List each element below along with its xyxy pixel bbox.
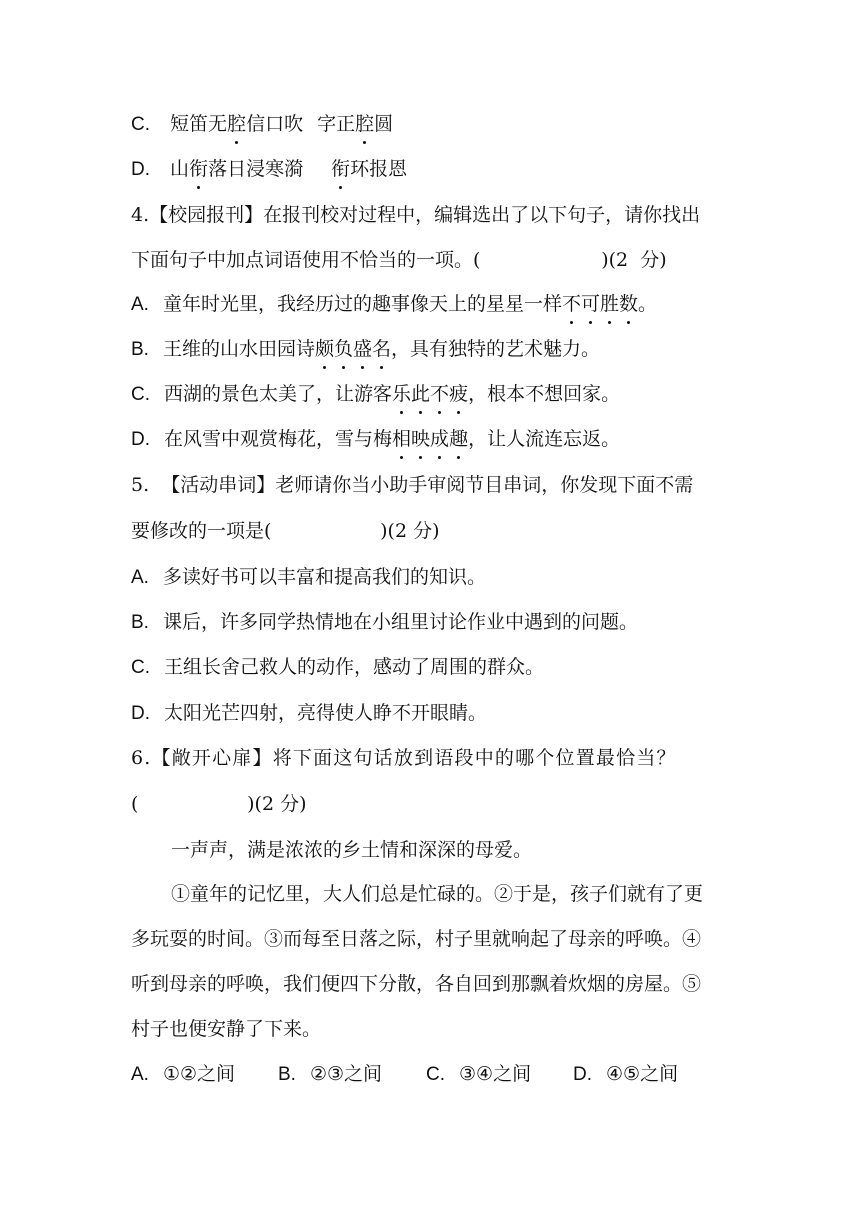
q6-option-d (573, 1060, 678, 1089)
option-label: D. (573, 1064, 592, 1085)
option-text: 。 (638, 293, 658, 315)
option-text: 信口吹 (246, 113, 304, 135)
dotted-char: 可 (581, 290, 600, 318)
option-text: 西湖的景色太美了，让游客 (164, 383, 393, 405)
dotted-char: 不 (430, 380, 449, 408)
dotted-char: 此 (411, 380, 430, 408)
dotted-char: 乐 (392, 380, 411, 408)
option-text: ④⑤之间 (606, 1063, 679, 1085)
dotted-char: 腔 (227, 110, 246, 138)
option-text: 落日浸寒漪 (208, 158, 304, 180)
q5-stem-line1: 5. 【活动串词】老师请你当小助手审阅节目串词，你发现下面不需 (131, 474, 694, 496)
option-label: A. (131, 294, 149, 315)
q6-passage-line4: 村子也便安静了下来。 (131, 1018, 322, 1040)
dotted-char: 成 (430, 425, 449, 453)
dotted-char: 盛 (353, 335, 372, 363)
option-label: B. (278, 1064, 296, 1085)
q6-option-c (426, 1060, 531, 1089)
option-label: D. (131, 429, 150, 450)
option-text: ，让人流连忘返。 (468, 428, 621, 450)
option-text: ①②之间 (162, 1063, 236, 1085)
option-text: ，具有独特的艺术魅力。 (391, 338, 601, 360)
dotted-char: 胜 (600, 290, 619, 318)
q4-option-b (131, 335, 600, 364)
dotted-char: 颇 (315, 335, 334, 363)
option-text: 山 (170, 158, 190, 180)
q6-passage-line2: 多玩耍的时间。③而每至日落之际，村子里就响起了母亲的呼唤。④ (131, 928, 702, 950)
option-label: D. (131, 159, 150, 180)
dotted-char: 名 (372, 335, 391, 363)
option-label: A. (131, 567, 149, 588)
option-text: 王组长舍己救人的动作，感动了周围的群众。 (164, 656, 545, 678)
option-text: 在风雪中观赏梅花，雪与梅 (164, 428, 393, 450)
option-label: A. (131, 1064, 149, 1085)
option-label: B. (131, 339, 149, 360)
dotted-char: 数 (619, 290, 638, 318)
q6-stem-line1: 6.【敞开心扉】将下面这句话放到语段中的哪个位置最恰当？ (131, 747, 677, 769)
dotted-char: 映 (411, 425, 430, 453)
q6-option-a (131, 1060, 235, 1089)
q5-option-d (131, 699, 487, 728)
q4-option-c (131, 380, 620, 409)
q6-inserted-sentence: 一声声，满是浓浓的乡土情和深深的母爱。 (171, 839, 533, 861)
option-label: C. (131, 384, 150, 405)
dotted-char: 相 (392, 425, 411, 453)
option-text: 短笛无 (170, 113, 228, 135)
q6-passage-line1: ①童年的记忆里，大人们总是忙碌的。②于是，孩子们就有了更 (171, 883, 704, 905)
dotted-char: 疲 (449, 380, 468, 408)
q4-stem-line2: 下面句子中加点词语使用不恰当的一项。( )(2 分) (131, 249, 667, 271)
q3-option-d (131, 155, 407, 184)
option-text: 多读好书可以丰富和提高我们的知识。 (162, 566, 486, 588)
q6-option-b (278, 1060, 382, 1089)
q5-option-a (131, 563, 486, 592)
dotted-char: 衔 (189, 155, 208, 183)
dotted-char: 不 (562, 290, 581, 318)
q6-stem-line2: ( )(2 分) (131, 793, 307, 815)
option-text: 课后，许多同学热情地在小组里讨论作业中遇到的问题。 (162, 611, 638, 633)
option-text: 圆 (374, 113, 394, 135)
dotted-char: 负 (334, 335, 353, 363)
q3-option-c (131, 110, 393, 139)
option-text: ，根本不想回家。 (468, 383, 621, 405)
option-text: 王维的山水田园诗 (162, 338, 315, 360)
q4-stem-line1: 4.【校园报刊】在报刊校对过程中，编辑选出了以下句子，请你找出 (131, 204, 701, 226)
q4-option-d (131, 425, 620, 454)
q5-stem-line2: 要修改的一项是( )(2 分) (131, 520, 440, 542)
option-text: 童年时光里，我经历过的趣事像天上的星星一样 (162, 293, 562, 315)
option-text: 字正 (317, 113, 356, 135)
dotted-char: 腔 (355, 110, 374, 138)
option-text: 环报恩 (350, 158, 408, 180)
q5-option-c (131, 653, 544, 682)
option-label: D. (131, 703, 150, 724)
option-label: C. (131, 114, 150, 135)
dotted-char: 衔 (331, 155, 350, 183)
q4-option-a (131, 290, 657, 319)
option-label: C. (131, 657, 150, 678)
option-label: C. (426, 1064, 445, 1085)
option-text: ③④之间 (459, 1063, 532, 1085)
option-label: B. (131, 612, 149, 633)
option-text: 太阳光芒四射，亮得使人睁不开眼睛。 (164, 702, 488, 724)
q5-option-b (131, 608, 638, 637)
q6-passage-line3: 听到母亲的呼唤，我们便四下分散，各自回到那飘着炊烟的房屋。⑤ (131, 973, 702, 995)
option-text: ②③之间 (309, 1063, 383, 1085)
dotted-char: 趣 (449, 425, 468, 453)
